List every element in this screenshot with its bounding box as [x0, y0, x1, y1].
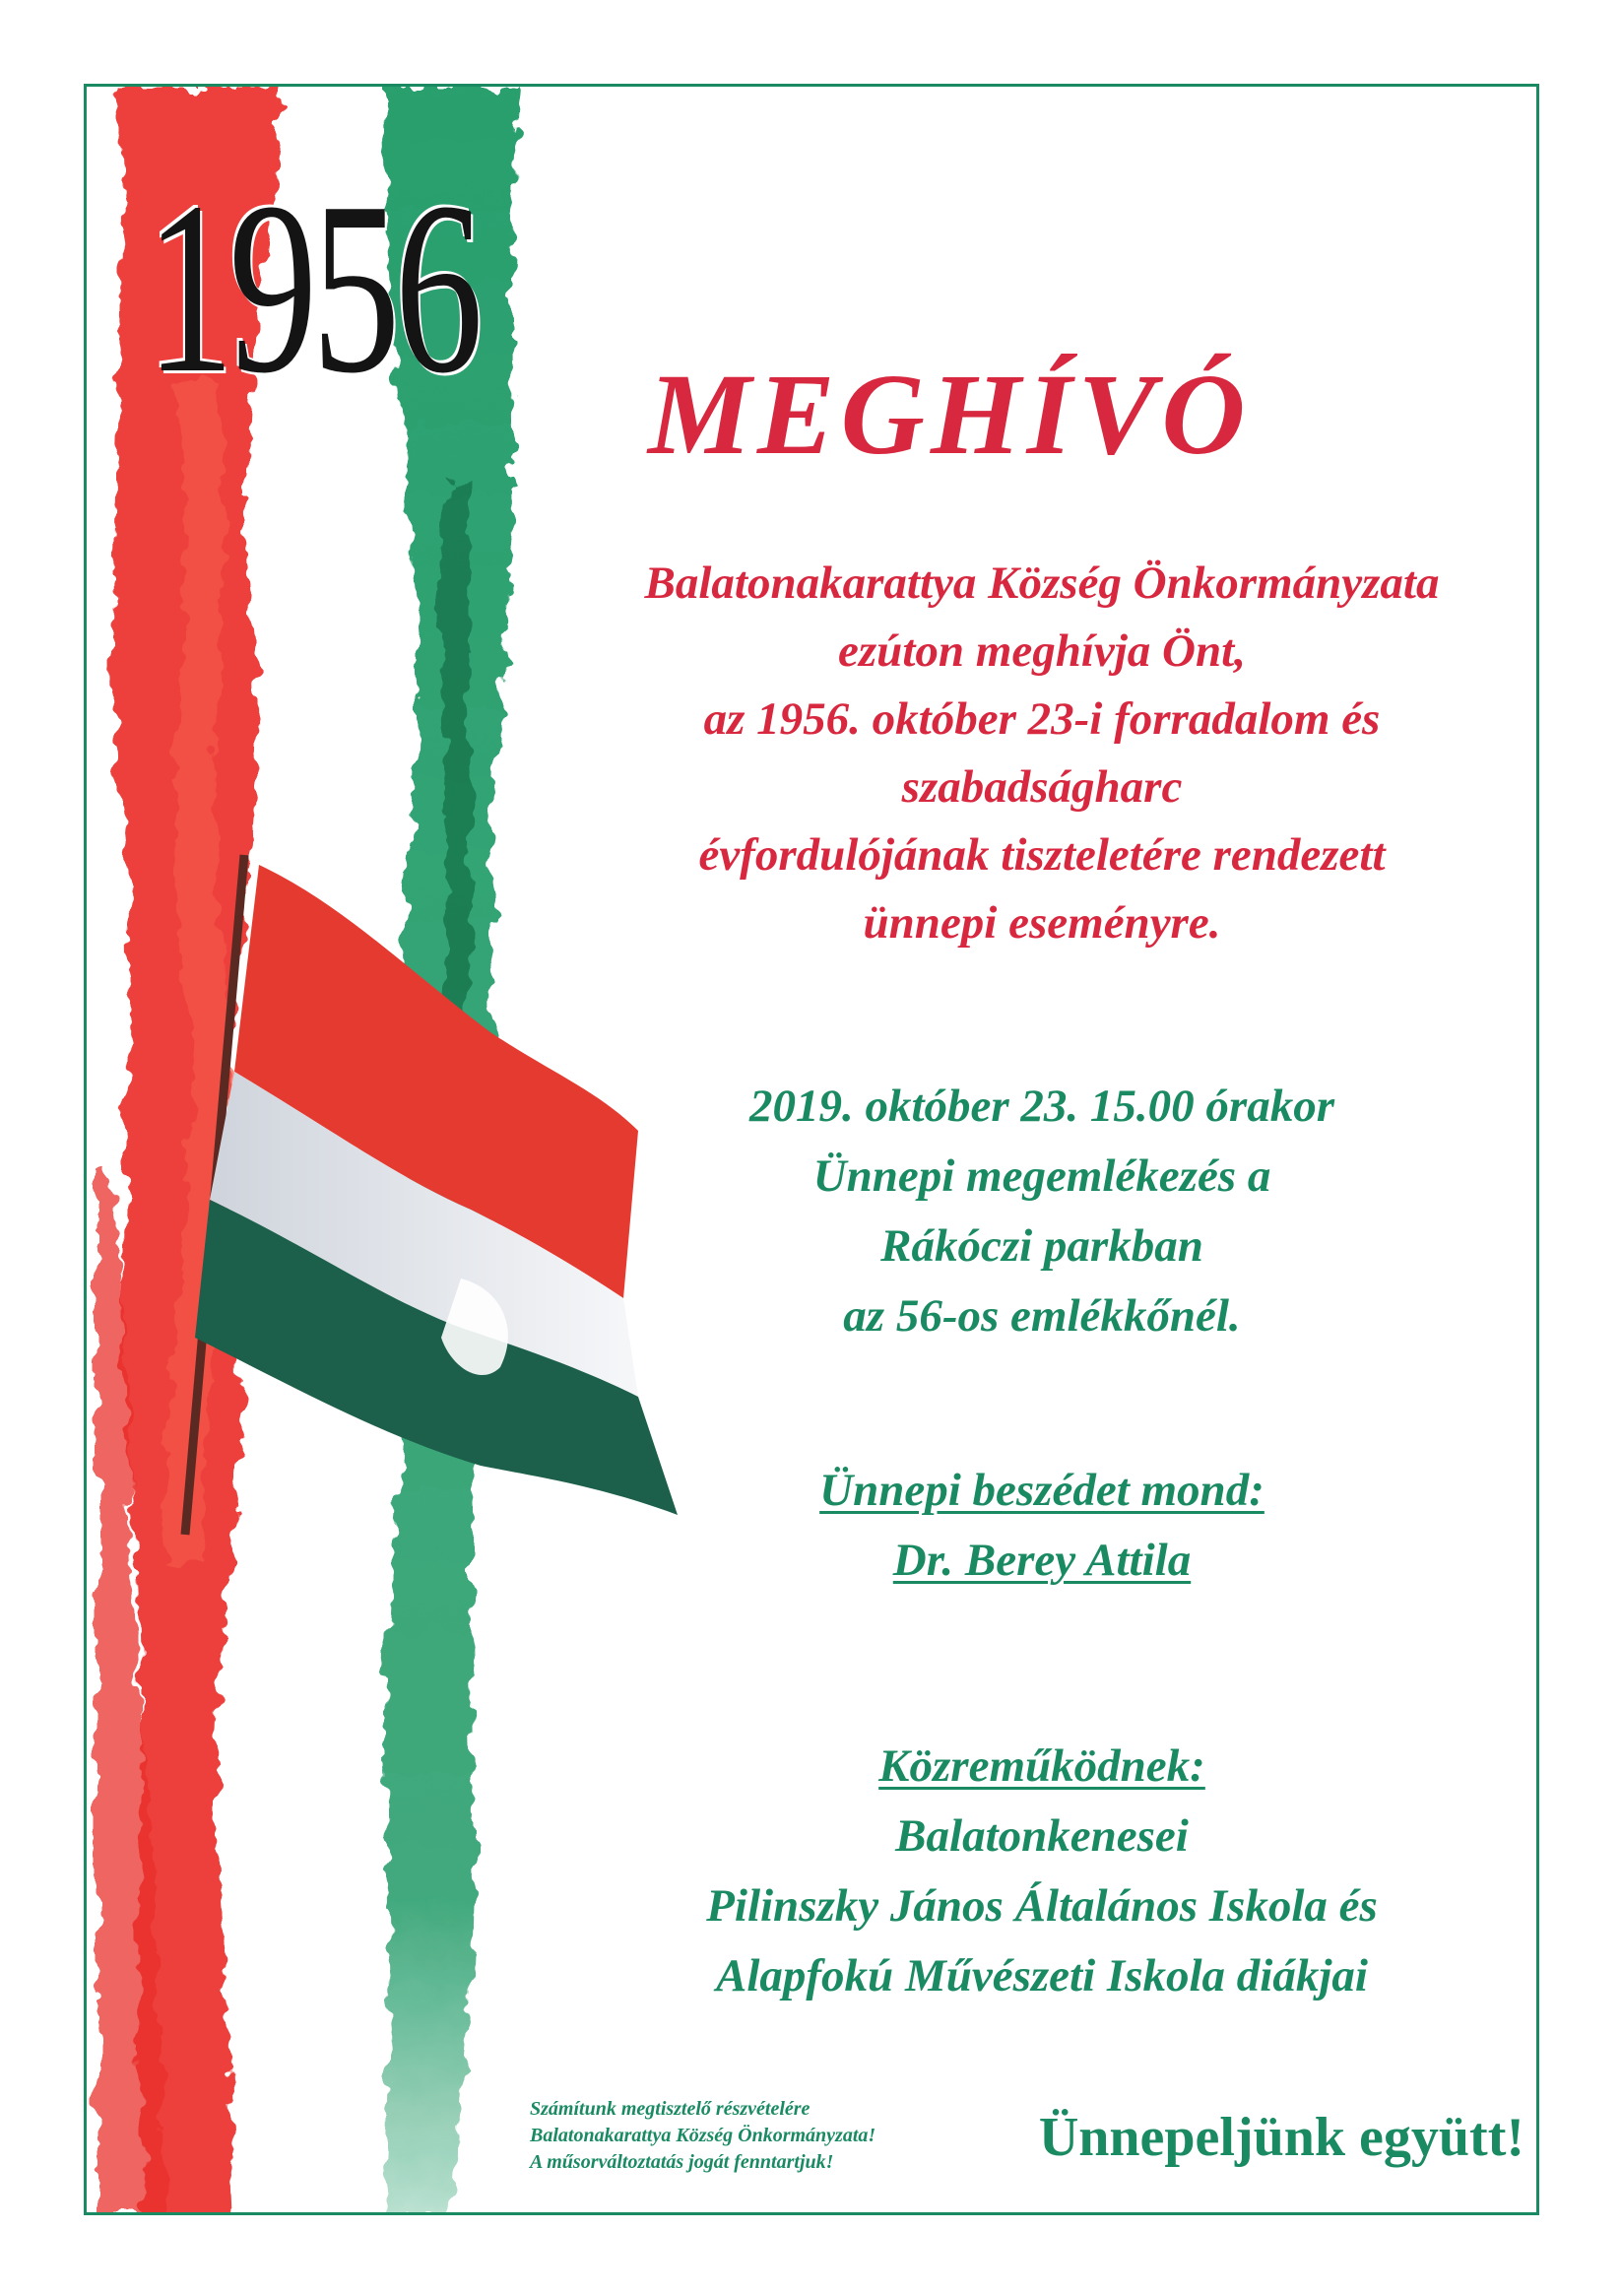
page-title: MEGHÍVÓ — [648, 350, 1252, 479]
footer-note-line: Balatonakarattya Község Önkormányzata! — [530, 2125, 876, 2146]
performers-line: Pilinszky János Általános Iskola és — [706, 1880, 1378, 1932]
event-line: Ünnepi megemlékezés a — [812, 1150, 1271, 1202]
footer-slogan: Ünnepeljünk együtt! — [1038, 2107, 1524, 2168]
footer-note-line: A műsorváltoztatás jogát fenntartjuk! — [530, 2151, 834, 2173]
year-heading: 1956 — [146, 152, 478, 425]
invitation-line: Balatonakarattya Község Önkormányzata — [644, 558, 1440, 609]
invitation-line: ünnepi eseményre. — [863, 897, 1221, 949]
event-datetime: 2019. október 23. 15.00 órakor — [748, 1081, 1335, 1132]
speaker-section — [559, 1456, 1524, 1596]
footer-note — [530, 2096, 1042, 2176]
performers-line: Balatonkenesei — [895, 1810, 1189, 1862]
performers-section — [559, 1732, 1524, 2011]
speaker-heading: Ünnepi beszédet mond: — [819, 1465, 1264, 1516]
performers-heading: Közreműködnek: — [878, 1740, 1205, 1792]
poster-frame — [84, 84, 1539, 2215]
performers-line: Alapfokú Művészeti Iskola diákjai — [716, 1950, 1368, 2001]
invitation-line: évfordulójának tiszteletére rendezett — [698, 829, 1386, 881]
invitation-line: ezúton meghívja Önt, — [838, 625, 1246, 677]
event-details — [559, 1072, 1524, 1351]
invitation-line: az 1956. október 23-i forradalom és — [703, 693, 1381, 745]
speaker-name: Dr. Berey Attila — [892, 1535, 1192, 1586]
event-location: Rákóczi parkban — [880, 1220, 1203, 1272]
invitation-text — [559, 550, 1524, 957]
footer-note-line: Számítunk megtisztelő részvételére — [530, 2098, 810, 2120]
invitation-line: szabadságharc — [901, 761, 1183, 813]
event-line: az 56-os emlékkőnél. — [843, 1290, 1241, 1342]
